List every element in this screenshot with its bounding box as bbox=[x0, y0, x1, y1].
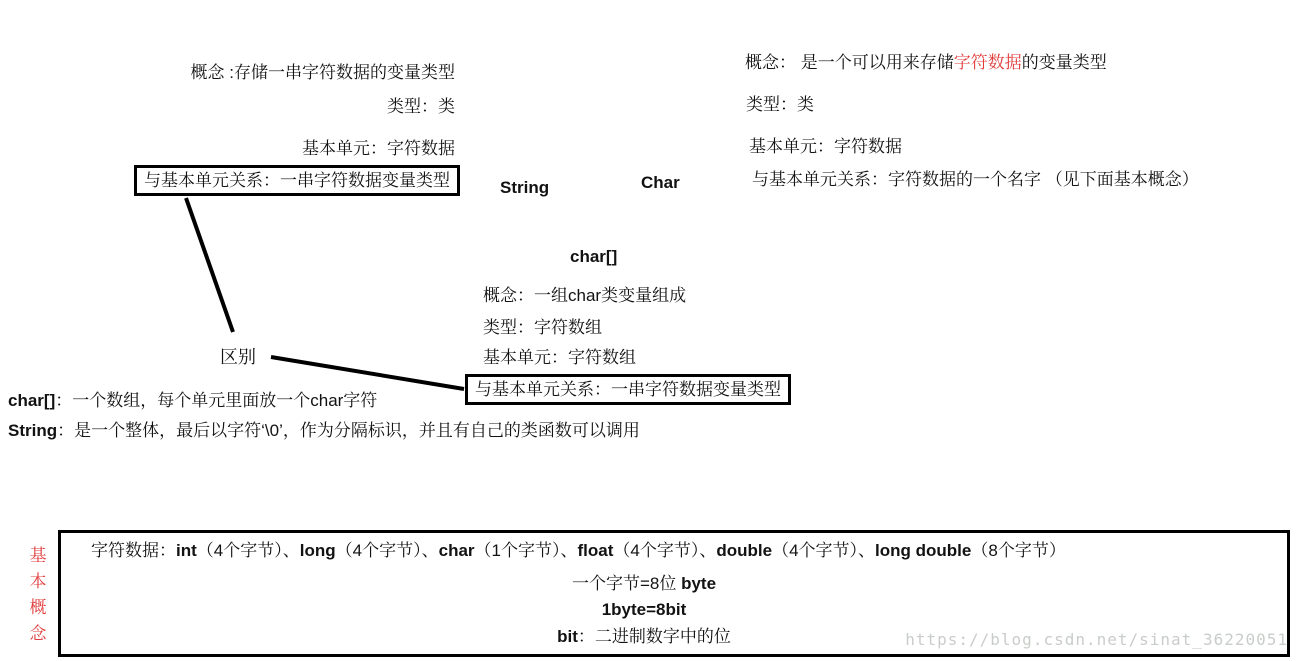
char-concept-text bbox=[745, 52, 1107, 73]
difference-note1-term: char[] bbox=[8, 391, 56, 410]
type-float: float bbox=[577, 541, 614, 560]
string-base-unit-text: 基本单元：字符数据 bbox=[302, 139, 455, 158]
difference-label: 区别 bbox=[220, 347, 256, 367]
difference-note2-text: ：是一个整体，最后以字符‘\0’，作为分隔标识，并且有自己的类函数可以调用 bbox=[57, 421, 640, 440]
char-array-base-unit-text: 基本单元：字符数组 bbox=[483, 348, 636, 367]
separator: 、 bbox=[421, 541, 439, 560]
separator: 、 bbox=[858, 541, 876, 560]
difference-note-string bbox=[8, 420, 640, 441]
byte-line-term: byte bbox=[681, 574, 717, 593]
type-double-size: （4个字节） bbox=[772, 541, 859, 560]
string-label: String bbox=[500, 178, 550, 197]
char-array-label: char[] bbox=[570, 247, 618, 266]
type-float-size: （4个字节） bbox=[613, 541, 700, 560]
char-array-concept-text: 概念：一组char类变量组成 bbox=[483, 286, 687, 305]
char-relation-text: 与基本单元关系：字符数据的一个名字 （见下面基本概念） bbox=[752, 170, 1199, 189]
char-array-relation-box: 与基本单元关系：一串字符数据变量类型 bbox=[465, 374, 791, 405]
difference-note1-text: ：一个数组，每个单元里面放一个char字符 bbox=[55, 391, 378, 410]
char-type-text: 类型：类 bbox=[746, 95, 814, 114]
string-relation-box: 与基本单元关系：一串字符数据变量类型 bbox=[134, 165, 460, 196]
type-int: int bbox=[176, 541, 197, 560]
connector-line-string-to-difference bbox=[186, 198, 233, 332]
type-int-size: （4个字节） bbox=[196, 541, 283, 560]
char-concept-prefix: 概念： 是一个可以用来存储 bbox=[745, 53, 954, 72]
difference-note2-term: String bbox=[8, 421, 58, 440]
string-concept-text: 概念 :存储一串字符数据的变量类型 bbox=[190, 63, 455, 82]
data-types-prefix: 字符数据： bbox=[91, 541, 176, 560]
type-double: double bbox=[716, 541, 773, 560]
char-base-unit-text: 基本单元：字符数据 bbox=[749, 137, 902, 156]
char-concept-highlight: 字符数据 bbox=[953, 53, 1022, 72]
data-types-line bbox=[91, 540, 1066, 561]
basic-concepts-side-label: 基本概念 bbox=[29, 546, 47, 643]
bit-equation-line: 1byte=8bit bbox=[601, 600, 687, 619]
type-long-size: （4个字节） bbox=[335, 541, 422, 560]
type-long-double-size: （8个字节） bbox=[971, 541, 1066, 560]
char-array-type-text: 类型：字符数组 bbox=[483, 318, 602, 337]
difference-note-char-array bbox=[8, 390, 377, 411]
type-long-double: long double bbox=[875, 541, 972, 560]
type-long: long bbox=[299, 541, 336, 560]
char-label: Char bbox=[641, 173, 680, 192]
separator: 、 bbox=[560, 541, 578, 560]
separator: 、 bbox=[699, 541, 717, 560]
watermark-url: https://blog.csdn.net/sinat_36220051 bbox=[905, 630, 1288, 649]
connector-line-difference-to-chararray bbox=[271, 357, 464, 389]
type-char-size: （1个字节） bbox=[474, 541, 561, 560]
bit-text: ：二进制数字中的位 bbox=[577, 627, 731, 646]
char-concept-suffix: 的变量类型 bbox=[1021, 53, 1107, 72]
byte-definition-line bbox=[119, 573, 1169, 594]
byte-line-prefix: 一个字节=8位 bbox=[571, 574, 682, 593]
bit-term: bit bbox=[557, 627, 578, 646]
separator: 、 bbox=[282, 541, 300, 560]
string-type-text: 类型：类 bbox=[387, 97, 455, 116]
type-char: char bbox=[438, 541, 475, 560]
